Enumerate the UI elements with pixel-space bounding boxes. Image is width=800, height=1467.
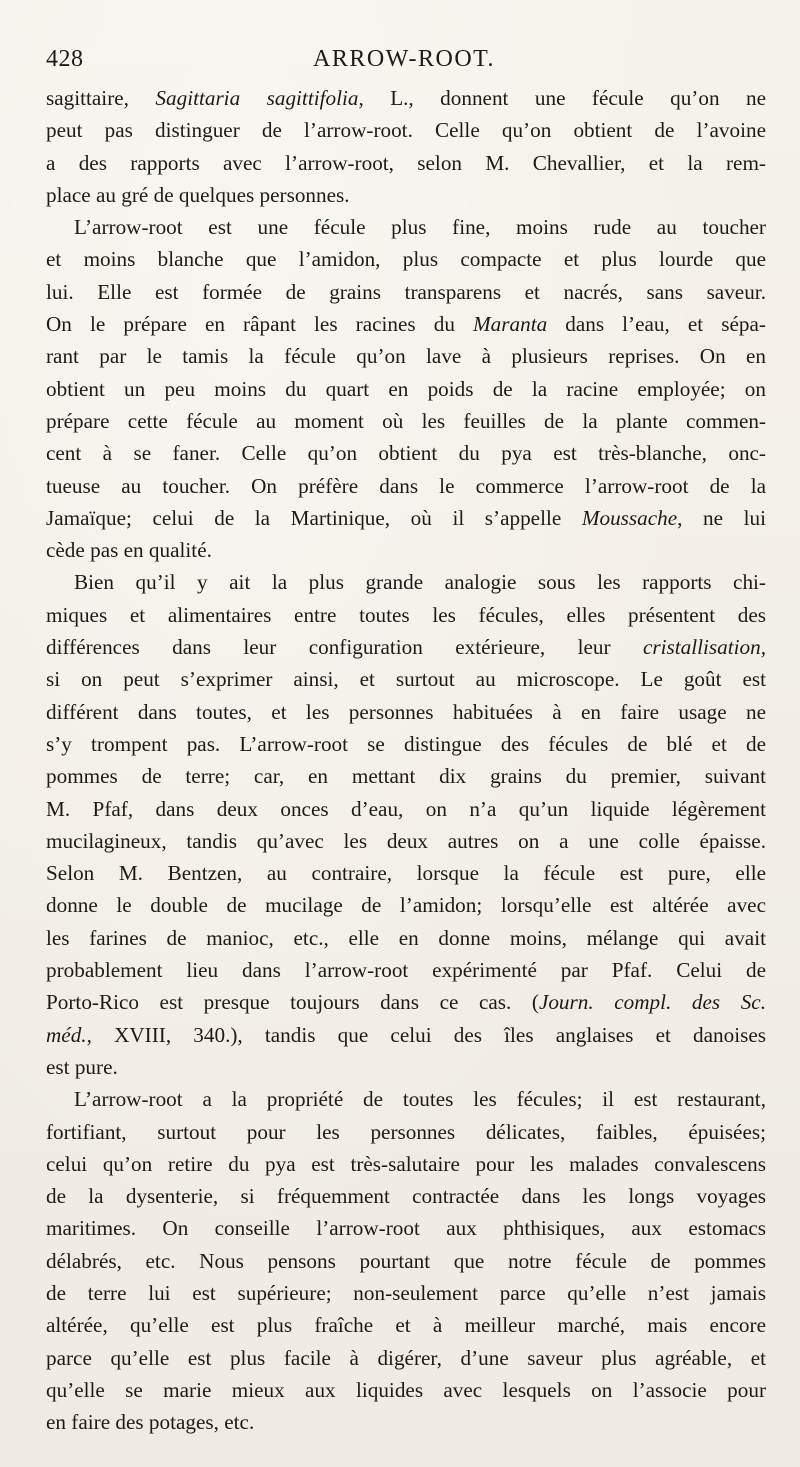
text-segment: Porto-Rico est presque toujours dans ce cas. (	[46, 990, 539, 1015]
text-segment: est pure.	[46, 1054, 118, 1079]
text-segment: , L., donnent une fécule qu’on ne	[358, 86, 766, 110]
text-line	[46, 1342, 766, 1374]
text-line	[46, 114, 766, 146]
text-line	[46, 986, 766, 1018]
text-line	[46, 1245, 766, 1277]
text-line	[46, 954, 766, 986]
text-segment: en faire des potages, etc.	[46, 1410, 255, 1435]
text-line	[46, 793, 766, 825]
text-line	[46, 1051, 766, 1083]
text-line	[46, 470, 766, 502]
text-line	[46, 373, 766, 405]
text-line	[46, 147, 766, 179]
italic-text: méd.	[46, 1022, 87, 1047]
text-line	[46, 1309, 766, 1341]
text-segment: les farines de manioc, etc., elle en donne moins, mélange qui avait	[46, 925, 766, 950]
text-line	[46, 566, 766, 598]
text-segment: différences dans leur configuration extérieure, leur	[46, 635, 643, 660]
text-segment: prépare cette fécule au moment où les feuilles de la plante commen-	[46, 408, 766, 433]
text-segment: , XVIII, 340.), tandis que celui des îles anglaises et danoises	[86, 1022, 766, 1047]
text-segment: lui. Elle est formée de grains transparens et nacrés, sans saveur.	[46, 279, 766, 304]
text-line	[46, 405, 766, 437]
text-segment: sagittaire,	[46, 86, 156, 110]
text-segment: maritimes. On conseille l’arrow-root aux phthisiques, aux estomacs	[46, 1216, 766, 1241]
paragraph	[46, 211, 766, 566]
text-line	[46, 631, 766, 663]
body-text	[46, 82, 766, 1438]
text-segment: si on peut s’exprimer ainsi, et surtout au microscope. Le goût est	[46, 667, 766, 692]
text-segment: de terre lui est supérieure; non-seulement parce qu’elle n’est jamais	[46, 1280, 766, 1305]
text-segment: Bien qu’il y ait la plus grande analogie sous les rapports chi-	[74, 570, 766, 595]
text-segment: miques et alimentaires entre toutes les fécules, elles présentent des	[46, 602, 766, 627]
text-line	[46, 243, 766, 275]
text-line	[46, 1212, 766, 1244]
text-line	[46, 308, 766, 340]
text-line	[46, 1180, 766, 1212]
text-segment: obtient un peu moins du quart en poids de la racine employée; on	[46, 376, 766, 401]
paragraph	[46, 1083, 766, 1438]
text-segment: différent dans toutes, et les personnes habituées à en faire usage ne	[46, 699, 766, 724]
text-segment: qu’elle se marie mieux aux liquides avec lesquels on l’associe pour	[46, 1377, 766, 1402]
text-line	[46, 857, 766, 889]
paragraph	[46, 566, 766, 1083]
text-line	[46, 437, 766, 469]
paragraph	[46, 82, 766, 211]
italic-text: Sagittaria sagittifolia	[155, 86, 359, 110]
text-segment: de la dysenterie, si fréquemment contractée dans les longs voyages	[46, 1184, 766, 1209]
text-segment: place au gré de quelques personnes.	[46, 182, 350, 207]
text-line	[46, 825, 766, 857]
italic-text: Journ. compl. des Sc.	[538, 990, 766, 1015]
text-segment: rant par le tamis la fécule qu’on lave à plusieurs reprises. On en	[46, 344, 766, 369]
text-line	[46, 179, 766, 211]
text-segment: délabrés, etc. Nous pensons pourtant que notre fécule de pommes	[46, 1248, 766, 1273]
text-segment: fortifiant, surtout pour les personnes délicates, faibles, épuisées;	[46, 1119, 766, 1144]
italic-text: Maranta	[473, 312, 548, 337]
text-segment: dans l’eau, et sépa-	[547, 312, 766, 337]
text-line	[46, 728, 766, 760]
text-line	[46, 889, 766, 921]
text-line	[46, 1406, 766, 1438]
text-line	[46, 663, 766, 695]
text-line	[46, 502, 766, 534]
italic-text: Moussache	[581, 505, 678, 530]
text-segment: Selon M. Bentzen, au contraire, lorsque la fécule est pure, elle	[46, 861, 766, 886]
text-line	[46, 1083, 766, 1115]
text-line	[46, 1148, 766, 1180]
text-line	[46, 82, 766, 114]
text-segment: pommes de terre; car, en mettant dix grains du premier, suivant	[46, 764, 766, 789]
text-line	[46, 1374, 766, 1406]
text-segment: On le prépare en râpant les racines du	[46, 312, 474, 337]
text-segment: donne le double de mucilage de l’amidon; lorsqu’elle est altérée avec	[46, 893, 766, 918]
text-segment: tueuse au toucher. On préfère dans le commerce l’arrow-root de la	[46, 473, 766, 498]
text-segment: s’y trompent pas. L’arrow-root se distingue des fécules de blé et de	[46, 731, 766, 756]
text-segment: L’arrow-root est une fécule plus fine, moins rude au toucher	[74, 215, 766, 240]
text-line	[46, 1277, 766, 1309]
text-segment: et moins blanche que l’amidon, plus compacte et plus lourde que	[46, 247, 766, 272]
page-header	[46, 42, 766, 78]
text-segment: altérée, qu’elle est plus fraîche et à meilleur marché, mais encore	[46, 1313, 766, 1338]
text-line	[46, 760, 766, 792]
text-line	[46, 696, 766, 728]
text-segment: a des rapports avec l’arrow-root, selon M. Chevallier, et la rem-	[46, 150, 766, 175]
running-head: ARROW-ROOT.	[313, 46, 496, 72]
text-segment: parce qu’elle est plus facile à digérer, d’une saveur plus agréable, et	[46, 1345, 766, 1370]
text-segment: celui qu’on retire du pya est très-salutaire pour les malades convalescens	[46, 1151, 766, 1176]
text-segment: peut pas distinguer de l’arrow-root. Celle qu’on obtient de l’avoine	[46, 118, 766, 143]
text-segment: Jamaïque; celui de la Martinique, où il s’appelle	[46, 505, 582, 530]
text-segment: probablement lieu dans l’arrow-root expérimenté par Pfaf. Celui de	[46, 958, 766, 983]
page-number: 428	[46, 46, 84, 72]
text-line	[46, 340, 766, 372]
text-segment: cent à se faner. Celle qu’on obtient du pya est très-blanche, onc-	[46, 441, 766, 466]
text-line	[46, 599, 766, 631]
text-line	[46, 1116, 766, 1148]
text-segment: , ne lui	[677, 505, 766, 530]
text-segment: M. Pfaf, dans deux onces d’eau, on n’a qu’un liquide légèrement	[46, 796, 766, 821]
text-segment: L’arrow-root a la propriété de toutes les fécules; il est restaurant,	[74, 1087, 766, 1112]
text-line	[46, 922, 766, 954]
text-line	[46, 1019, 766, 1051]
text-line	[46, 534, 766, 566]
text-line	[46, 211, 766, 243]
text-line	[46, 276, 766, 308]
text-segment: mucilagineux, tandis qu’avec les deux autres on a une colle épaisse.	[46, 828, 766, 853]
italic-text: cristallisation,	[642, 635, 766, 660]
text-segment: cède pas en qualité.	[46, 538, 212, 563]
